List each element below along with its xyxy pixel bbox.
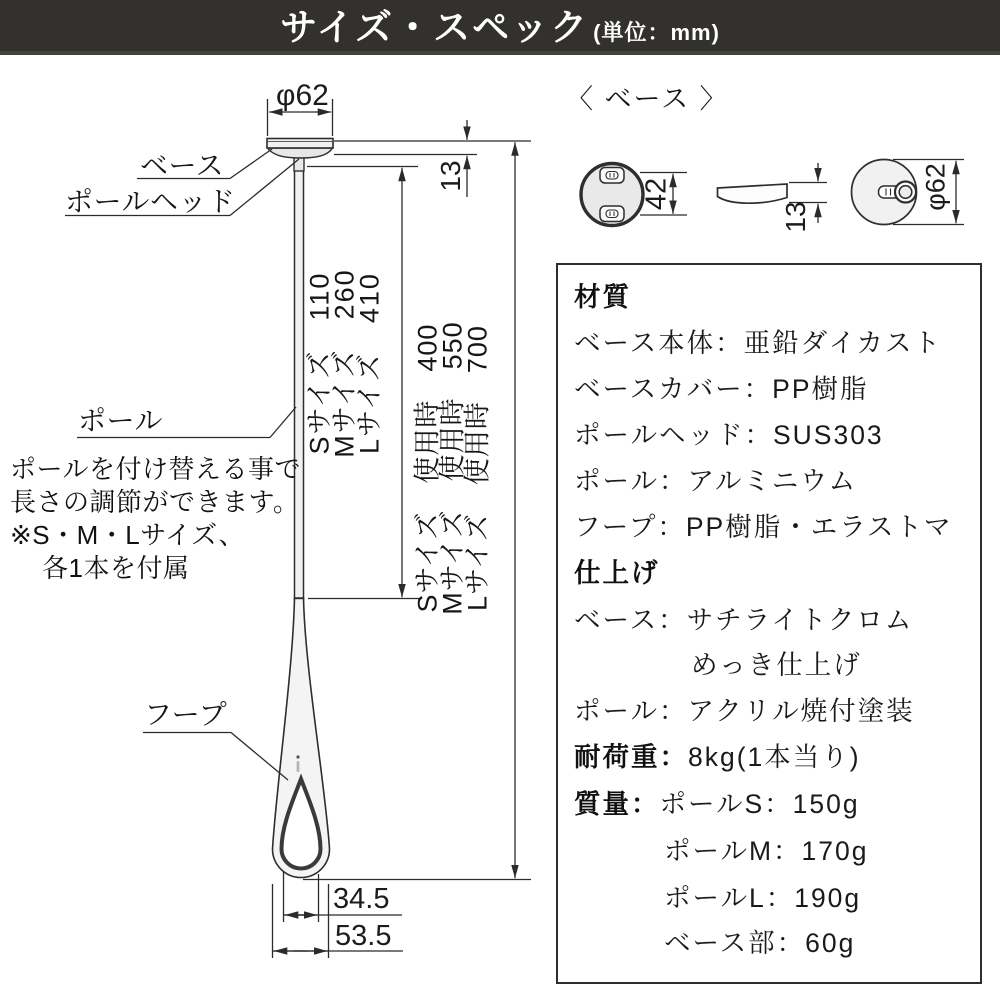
page-title: サイズ・スペック [280, 7, 590, 48]
label-base: ベース [140, 150, 225, 181]
pole-shape [295, 168, 304, 599]
base-side-view [718, 184, 788, 203]
spec-mass-row: ポールL：190g [664, 883, 862, 913]
spec-mass-row [574, 791, 860, 818]
spec-material-row: ベース本体：亜鉛ダイカスト [574, 328, 942, 358]
spec-load-row [574, 744, 861, 771]
pole-length-l: Lサイズ 410 [354, 272, 385, 454]
label-hoop: フープ [144, 699, 228, 730]
dim-hoop-outer-width: 53.5 [335, 920, 392, 952]
unit-label: (単位：mm) [593, 20, 720, 45]
total-length-m: Mサイズ 使用時 550 [437, 321, 468, 615]
note-line-2: 長さの調節ができます。 [10, 487, 300, 517]
dim-13-base: 13 [435, 160, 466, 192]
base-dome-shape [268, 148, 333, 158]
note-line-4: 各1本を付属 [42, 553, 190, 583]
dim-hoop-inner-width: 34.5 [333, 883, 390, 915]
spec-finish-row: めっき仕上げ [691, 650, 862, 680]
spec-mass-row: ベース部：60g [664, 928, 856, 958]
spec-finish-heading: 仕上げ [574, 558, 660, 588]
base-disc-shape [267, 139, 333, 149]
dim-phi62-top: φ62 [276, 79, 329, 112]
spec-material-row: ベースカバー：PP樹脂 [574, 374, 869, 404]
spec-material-row: フープ：PP樹脂・エラストマ [574, 512, 953, 542]
spec-mass-value: ポールS：150g [659, 789, 860, 819]
total-length-l: Lサイズ 使用時 700 [462, 325, 493, 611]
dim-phi62-side: φ62 [920, 163, 951, 211]
label-pole: ポール [78, 405, 163, 436]
spec-load-value: 8kg(1本当り) [688, 742, 861, 772]
note-line-3: ※S・M・Lサイズ、 [10, 520, 245, 550]
dim-13-side: 13 [780, 201, 811, 233]
spec-mass-row: ポールM：170g [664, 836, 869, 866]
spec-finish-row: ベース：サチライトクロム [574, 605, 914, 635]
base-views-heading: 〈 ベース 〉 [566, 84, 729, 114]
hoop-brand-mark [296, 755, 299, 758]
leader-hoop [143, 733, 288, 781]
pole-length-s: Sサイズ 110 [304, 271, 335, 455]
pole-length-m: Mサイズ 260 [329, 268, 360, 458]
spec-load-label: 耐荷重： [574, 742, 688, 772]
spec-material-heading: 材質 [574, 282, 631, 312]
base-views [581, 160, 917, 226]
label-pole-head: ポールヘッド [65, 186, 236, 217]
spec-mass-label: 質量： [574, 789, 660, 819]
spec-material-row: ポールヘッド：SUS303 [574, 420, 884, 450]
spec-finish-row: ポール：アクリル焼付塗装 [574, 696, 915, 726]
spec-material-row: ポール：アルミニウム [574, 466, 858, 496]
total-length-s: Sサイズ 使用時 400 [412, 323, 443, 613]
note-line-1: ポールを付け替える事で [10, 454, 301, 484]
dim-42: 42 [640, 177, 673, 211]
